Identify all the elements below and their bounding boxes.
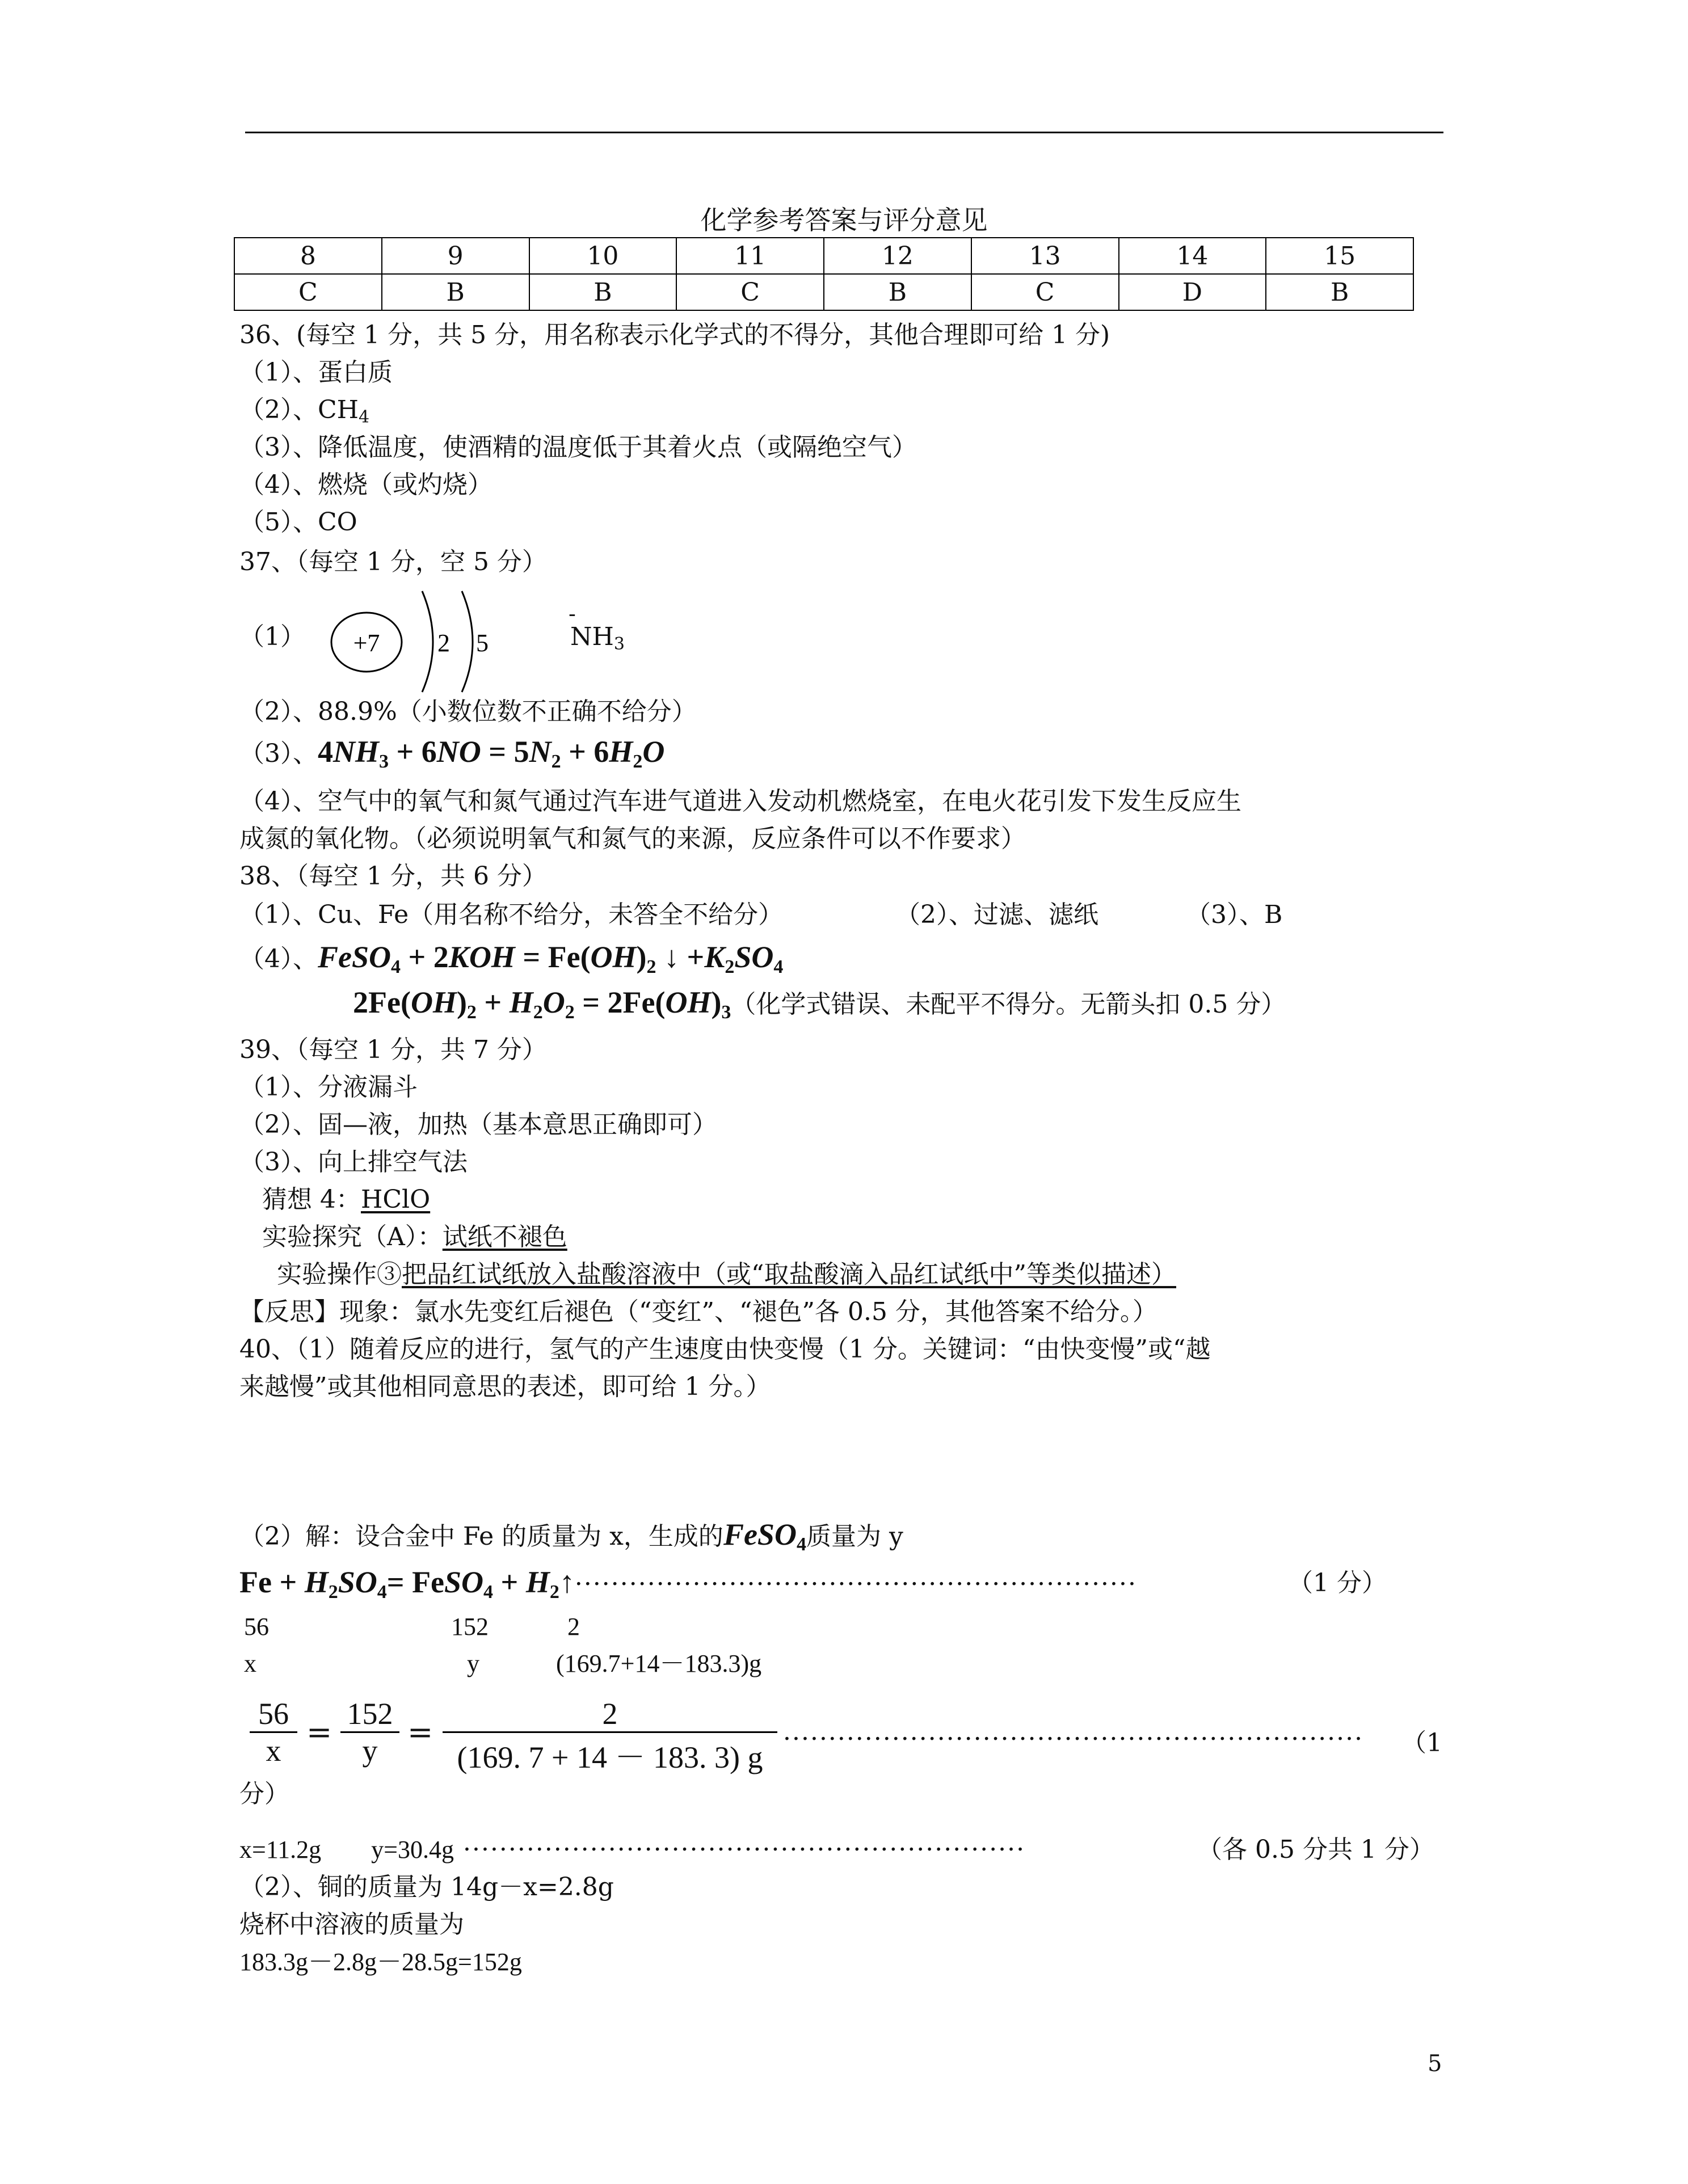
q39-answer-1: （1）、分液漏斗	[239, 1073, 418, 1102]
shell-1-electrons: 2	[437, 629, 450, 657]
subscript: 3	[613, 634, 625, 654]
numerator: 152	[340, 1696, 399, 1733]
molar-mass-fe: 56	[244, 1613, 269, 1641]
plus-sign: +	[389, 735, 422, 769]
solve-suffix: 质量为 y	[806, 1522, 903, 1551]
species: H	[609, 735, 633, 769]
q38-answer-4-label: （4）、	[239, 945, 318, 973]
q37-answer-4-line-2: 成氮的氧化物。（必须说明氧气和氮气的来源，反应条件可以不作要求）	[239, 824, 1026, 853]
table-cell: C	[676, 274, 824, 310]
q37-header: 37、（每空 1 分，空 5 分）	[239, 547, 547, 576]
hydrogen-mass: (169.7+14－183.3)g	[556, 1650, 762, 1677]
experiment-value: 试纸不褪色	[442, 1222, 567, 1251]
operation-label: 实验操作③	[277, 1260, 402, 1289]
q37-answer-4-line-1: （4）、空气中的氧气和氮气通过汽车进气道进入发动机燃烧室，在电火花引发下发生反应生	[239, 787, 1241, 816]
q37-answer-1-label: （1）	[239, 622, 305, 651]
fraction-152-y	[340, 1696, 399, 1768]
iron-acid-equation: $Fe + H_2SO_4=$ FeSO$_4$ + $H_2↑$	[239, 1565, 575, 1603]
q40-solution-calc: 183.3g－2.8g－28.5g=152g	[239, 1948, 522, 1976]
denominator: (169. 7 + 14 － 183. 3) g	[457, 1740, 763, 1774]
q38-answer-4-note: （化学式错误、未配平不得分。无箭头扣 0.5 分）	[731, 990, 1286, 1019]
q38-answer-1: （1）、Cu、Fe（用名称不给分，未答全不给分）	[239, 900, 784, 929]
guess-value: HClO	[360, 1185, 431, 1214]
subscript: 3	[379, 751, 389, 772]
subscript: 2	[551, 751, 561, 772]
coef: 6	[593, 735, 609, 769]
nucleus-charge: +7	[353, 629, 380, 657]
species: NH	[333, 735, 379, 769]
ammonia-no-equation	[318, 735, 665, 772]
table-cell: 15	[1266, 238, 1413, 274]
numerator: 2	[443, 1696, 777, 1733]
iron-sulfate-formula: FeSO$_4$	[723, 1517, 806, 1555]
molar-mass-feso4: 152	[451, 1613, 489, 1641]
iron-hydroxide-oxidation-equation: $2Fe(OH)_2 + H_2O_2 = 2Fe(OH)_3$	[353, 985, 731, 1023]
q36-answer-4: （4）、燃烧（或灼烧）	[239, 470, 492, 499]
q36-answer-2-text: （2）、CH	[239, 395, 359, 424]
guess-label: 猜想 4：	[262, 1185, 361, 1214]
species: N	[529, 735, 552, 769]
table-cell: 10	[529, 238, 677, 274]
q39-operation	[277, 1256, 1176, 1293]
q39-guess	[262, 1181, 430, 1219]
denominator: y	[362, 1734, 378, 1768]
electron-shell-2	[462, 591, 473, 692]
header-rule	[245, 132, 1443, 133]
q37-answer-3-label: （3）、	[239, 739, 318, 768]
atom-structure-diagram	[318, 579, 499, 703]
dot-leader: ······························································	[454, 1835, 1026, 1864]
answer-table	[234, 237, 1414, 311]
species: O	[642, 735, 665, 769]
molar-mass-h2: 2	[567, 1613, 580, 1641]
q39-header: 39、（每空 1 分，共 7 分）	[239, 1035, 547, 1064]
coef: 4	[318, 735, 333, 769]
q40-part1-line-1: 40、（1）随着反应的进行，氢气的产生速度由快变慢（1 分。关键词：“由快变慢”或“越	[239, 1335, 1211, 1364]
ammonia-formula	[570, 618, 625, 663]
table-cell: 13	[971, 238, 1119, 274]
q40-reaction-equation	[239, 1561, 1137, 1613]
shell-2-electrons: 5	[476, 629, 489, 657]
var-y: y	[467, 1650, 479, 1677]
table-cell: 8	[234, 238, 382, 274]
coef: 5	[513, 735, 529, 769]
q38-header: 38、（每空 1 分，共 6 分）	[239, 862, 547, 891]
q36-answer-1: （1）、蛋白质	[239, 358, 393, 387]
experiment-label: 实验探究（A）：	[262, 1222, 443, 1251]
table-row-numbers	[234, 238, 1413, 274]
equals-sign-1: =	[306, 1714, 332, 1750]
equals-sign-2: =	[407, 1714, 433, 1750]
q39-answer-2: （2）、固—液，加热（基本意思正确即可）	[239, 1110, 717, 1139]
table-cell: C	[234, 274, 382, 310]
charge-sign: -	[569, 601, 576, 626]
solve-prefix: （2）解：设合金中 Fe 的质量为 x，生成的	[239, 1522, 723, 1551]
score-2-cont: 分）	[239, 1780, 289, 1808]
numerator: 56	[250, 1696, 297, 1733]
denominator: x	[266, 1734, 281, 1768]
table-row-answers	[234, 274, 1413, 310]
equals-sign: =	[481, 735, 514, 769]
page-number: 5	[1428, 2051, 1442, 2077]
score-2: （1	[1401, 1728, 1442, 1757]
operation-value: 把品红试纸放入盐酸溶液中（或“取盐酸滴入品红试纸中”等类似描述）	[402, 1260, 1176, 1289]
q39-experiment	[262, 1219, 567, 1256]
q36-answer-5: （5）、CO	[239, 508, 357, 537]
subscript: 2	[633, 751, 643, 772]
dot-leader: ································································	[783, 1725, 1364, 1753]
q39-reflection: 【反思】现象：氯水先变红后褪色（“变红”、“褪色”各 0.5 分，其他答案不给分。）	[239, 1297, 1157, 1326]
species: NO	[436, 735, 481, 769]
table-cell: C	[971, 274, 1119, 310]
q40-result	[239, 1831, 1025, 1869]
q37-answer-3	[239, 732, 664, 782]
q40-part1-line-2: 来越慢”或其他相同意思的表述，即可给 1 分。）	[239, 1372, 771, 1401]
q39-answer-3: （3）、向上排空气法	[239, 1148, 468, 1177]
q36-answer-3: （3）、降低温度，使酒精的温度低于其着火点（或隔绝空气）	[239, 433, 917, 462]
q38-answer-4-eq-1	[239, 936, 783, 988]
iron-sulfate-koh-equation: FeSO$_4$ + $2KOH = Fe(OH)_2$ ↓ $+K_2SO_4$	[318, 940, 784, 977]
dot-leader: ······························································	[574, 1570, 1137, 1599]
result-values: x=11.2g y=30.4g	[239, 1836, 454, 1863]
fraction-2-hydrogen	[443, 1696, 777, 1777]
q37-answer-2: （2）、88.9%（小数位数不正确不给分）	[239, 697, 697, 726]
score-1: （1 分）	[1288, 1569, 1387, 1597]
table-cell: 9	[382, 238, 529, 274]
table-cell: 11	[676, 238, 824, 274]
score-3: （各 0.5 分共 1 分）	[1197, 1835, 1434, 1864]
q40-solution-label: 烧杯中溶液的质量为	[239, 1910, 464, 1939]
table-cell: B	[824, 274, 971, 310]
table-cell: D	[1119, 274, 1266, 310]
q38-answer-2: （2）、过滤、滤纸	[895, 900, 1098, 929]
q38-answer-4-eq-2	[353, 981, 1286, 1034]
ammonia-text: NH	[570, 622, 614, 651]
coef: 6	[421, 735, 437, 769]
plus-sign: +	[561, 735, 594, 769]
fraction-56-x	[250, 1696, 297, 1768]
electron-shell-1	[422, 591, 433, 692]
q38-answer-3: （3）、B	[1186, 900, 1283, 929]
q36-header: 36、(每空 1 分，共 5 分，用名称表示化学式的不得分，其他合理即可给 1 分)	[239, 321, 1110, 349]
table-cell: B	[1266, 274, 1413, 310]
page-title: 化学参考答案与评分意见	[700, 205, 988, 235]
table-cell: B	[529, 274, 677, 310]
var-x: x	[244, 1650, 256, 1677]
q40-copper-mass: （2）、铜的质量为 14g－x=2.8g	[239, 1873, 614, 1901]
table-cell: 12	[824, 238, 971, 274]
subscript: 4	[359, 407, 370, 427]
table-cell: B	[382, 274, 529, 310]
q40-solve-statement	[239, 1515, 903, 1565]
table-cell: 14	[1119, 238, 1266, 274]
